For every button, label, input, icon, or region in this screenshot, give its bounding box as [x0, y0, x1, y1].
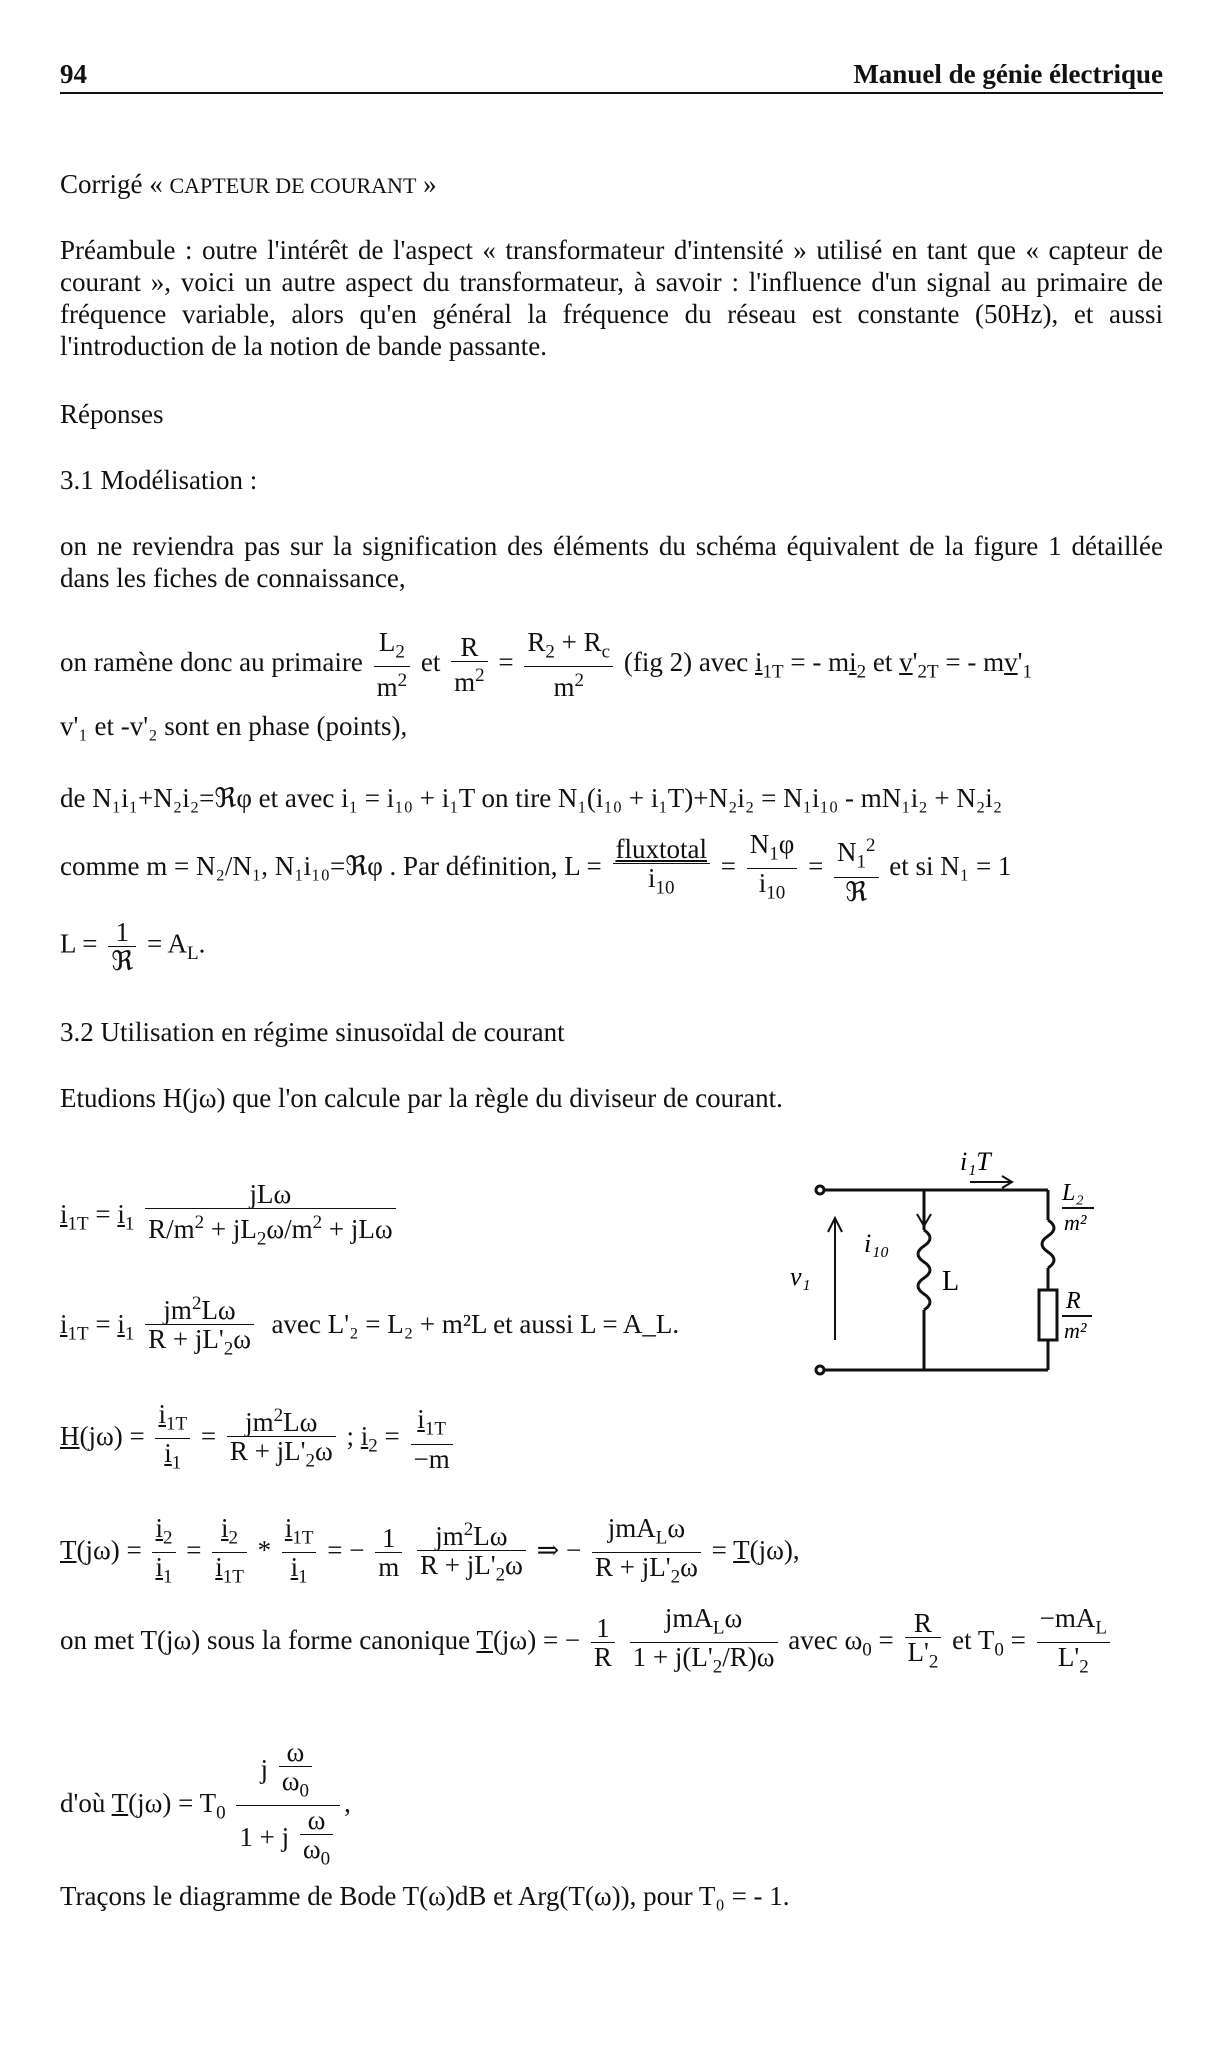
ramene-equation: on ramène donc au primaire $\frac{L_2}{m^2}$ et $\frac{R}{m^2}$ = $\frac{R_2 + R_c}{m^2}$ (fig 2) avec $i_{1T}$ = - $mi_2$ et $v'_{2T}$ = - $mv'_1$: [60, 627, 1032, 703]
book-title: Manuel de génie électrique: [853, 59, 1163, 89]
circuit-label-r: R: [1066, 1288, 1081, 1314]
equivalent-circuit-figure: [790, 1140, 1130, 1380]
relation-line: de N₁i₁+N₂i₂=ℜφ et avec i₁ = i₁₀ + i₁T on tire N₁(i₁₀ + i₁T)+N₂i₂ = N₁i₁₀ - mN₁i₂ + N₂i₂: [60, 783, 1003, 813]
circuit-label-i1t: i₁T: [960, 1147, 991, 1176]
inductance-equation: L = $\frac{1}{\text{ℜ}}$ = $A_L$.: [60, 917, 206, 976]
circuit-label-l: L: [942, 1266, 960, 1297]
current-divider-equation-2: $i_{1T} = i_1$ $\frac{jm^2L\omega}{R + jL'_2\omega}$ avec L'₂ = L₂ + m²L et aussi L = A_L.: [60, 1290, 679, 1363]
section-3-1-paragraph: on ne reviendra pas sur la signification des éléments du schéma équivalent de la figure 1 détaillée dans les fiches de connaissance,: [60, 531, 1163, 593]
circuit-label-i10: i₁₀: [864, 1229, 890, 1258]
transfer-h-equation: H(jω) = $\frac{i_{1T}}{i_1}$ = $\frac{jm^2L\omega}{R + jL'_2\omega}$ ; $i_2$ = $\frac{i_{1T}}{-m}$: [60, 1400, 457, 1478]
final-transfer-equation: d'où $T(j\omega) = T_0$ j $\frac{\omega}{\omega_0}$ 1 + j $\frac{\omega}{\omega_0}$ ,: [60, 1737, 351, 1870]
circuit-label-m2-top: m²: [1064, 1210, 1087, 1235]
section-3-2-intro: Etudions H(jω) que l'on calcule par la règle du diviseur de courant.: [60, 1083, 783, 1113]
bode-instruction: Traçons le diagramme de Bode T(ω)dB et Arg(T(ω)), pour T₀ = - 1.: [60, 1881, 790, 1911]
circuit-label-l2: L₂: [1062, 1180, 1084, 1206]
section-3-2-heading: 3.2 Utilisation en régime sinusoïdal de courant: [60, 1017, 565, 1047]
current-divider-equation-1: $i_{1T} = i_1$ $\frac{\text{jLω}}{R/m^2 + jL_2\omega/m^2 + jL\omega}$: [60, 1180, 400, 1253]
page-number: 94: [60, 59, 87, 89]
phase-note: v'₁ et -v'₂ sont en phase (points),: [60, 711, 408, 741]
section-3-1-heading: 3.1 Modélisation :: [60, 465, 258, 495]
transfer-t-equation: T(jω) = $\frac{i_2}{i_1}$ = $\frac{i_2}{i_{1T}}$ * $\frac{i_{1T}}{i_1}$ = − $\frac{1}{m}$ $\frac{jm^2L\omega}{R + jL'_2\omega}$ ⇒ − $\frac{jmA_L\omega}{R + jL'_2\omega}$ = T(jω),: [60, 1513, 800, 1588]
section-title: Corrigé « CAPTEUR DE COURANT »: [60, 169, 437, 199]
canonical-form-equation: on met T(jω) sous la forme canonique T(jω) = − $\frac{1}{R}$ $\frac{jmA_L\omega}{1 + j(L'_2/R)\omega}$ avec $\omega_0$ = $\frac{R}{L'_2}$ et $T_0$ = $\frac{-mA_L}{L'_2}$: [60, 1604, 1114, 1682]
preamble-paragraph: Préambule : outre l'intérêt de l'aspect « transformateur d'intensité » utilisé en tant que « capteur de courant », voici un autre aspect du transformateur, à savoir : l'influence d'un signal au primaire de fréquence variable, alors qu'en général la fréquence du réseau est constante (50Hz), et aussi l'introduction de la notion de bande passante.: [60, 235, 1163, 361]
page-header: [60, 58, 1163, 94]
responses-heading: Réponses: [60, 399, 164, 429]
definition-line: comme m = N₂/N₁, N₁i₁₀=ℜφ . Par définition, L = $\frac{\text{fluxtotal}}{i_{10}}$ = $\frac{N_1\varphi}{i_{10}}$ = $\frac{N_1^2}{\text{ℜ}}$ et si N₁ = 1: [60, 829, 1012, 907]
circuit-label-v1: v₁: [790, 1262, 811, 1291]
circuit-label-m2-bottom: m²: [1064, 1318, 1087, 1343]
